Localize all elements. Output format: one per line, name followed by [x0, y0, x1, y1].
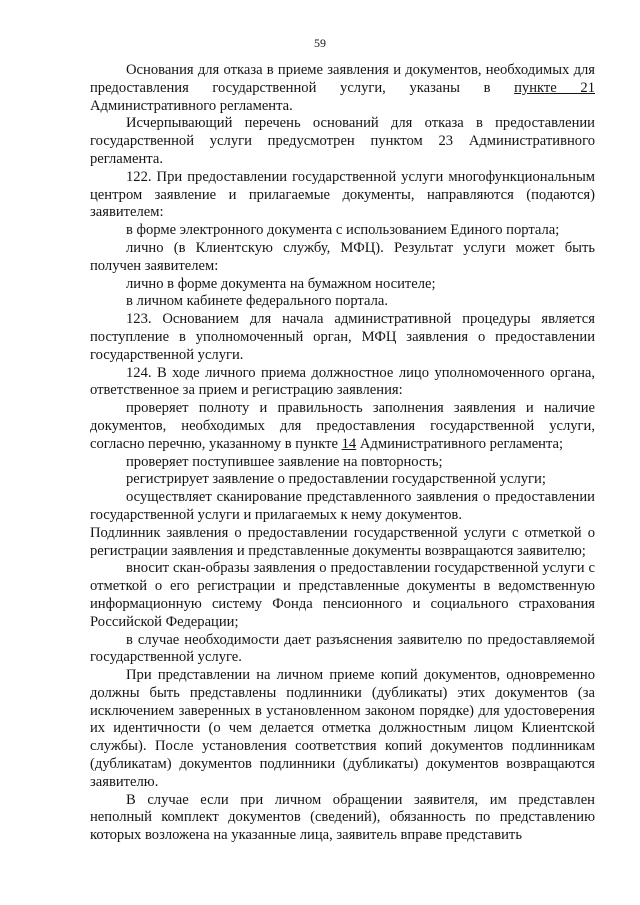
paragraph-text: Основания для отказа в приеме заявления и документов, необходимых для предоставления государственной услуги, указаны в: [90, 62, 595, 96]
paragraph-text: проверяет полноту и правильность заполнения заявления и наличие документов, необходимых для предоставления государственной услуги, согласно перечню, указанному в пункте: [90, 400, 595, 452]
paragraph-paper-form: лично в форме документа на бумажном носителе;: [126, 275, 436, 292]
paragraph-uploads-scans: вносит скан-образы заявления о предоставлении государственной услуги с отметкой о его регистрации и представленные документы в ведомственную информационную систему Фонда пенсионного и социального страхования Российской Федерации;: [90, 560, 595, 630]
paragraph-electronic-form: в форме электронного документа с использованием Единого портала;: [126, 222, 560, 239]
paragraph-explanations: в случае необходимости дает разъяснения заявителю по предоставляемой государственной услуге.: [90, 631, 595, 666]
paragraph-registers: регистрирует заявление о предоставлении государственной услуги;: [126, 471, 546, 488]
paragraph-text-tail: Административного регламента.: [90, 97, 293, 114]
paragraph-copies: При представлении на личном приеме копий документов, одновременно должны быть представлены подлинники (дубликаты) этих документов (за исключением заверенных в установленном законом порядке) для удостоверения их идентичности (о чем делается отметка должностным лицом Клиентской службы). После установления соответствия копий документов подлинникам (дубликатам) документов подлинники (дубликаты) документов возвращаются заявителю.: [90, 667, 595, 790]
link-item-14[interactable]: 14: [341, 435, 357, 452]
paragraph-123: 123. Основанием для начала административной процедуры является поступление в уполномоченный орган, МФЦ заявления о предоставлении государственной услуги.: [90, 311, 595, 363]
paragraph-incomplete-set: В случае если при личном обращении заявителя, им представлен неполный комплект документов (сведений), обязанность по представлению которых возложена на указанные лица, заявитель вправе представить: [90, 791, 595, 844]
link-item-21[interactable]: пункте 21: [514, 79, 595, 96]
paragraph-refusal-grounds: [90, 62, 595, 115]
paragraph-checks-repeat: проверяет поступившее заявление на повторность;: [126, 453, 443, 470]
paragraph-checks-completeness: [90, 400, 595, 453]
paragraph-personal-account: в личном кабинете федерального портала.: [126, 293, 388, 310]
paragraph-text-tail: Административного регламента;: [356, 435, 564, 452]
paragraph-scans: осуществляет сканирование представленного заявления о предоставлении государственной услуги и прилагаемых к нему документов.: [90, 489, 595, 523]
paragraph-exhaustive-list: Исчерпывающий перечень оснований для отказа в предоставлении государственной услуги предусмотрен пунктом 23 Административного регламента.: [90, 115, 595, 167]
paragraph-124: 124. В ходе личного приема должностное лицо уполномоченного органа, ответственное за прием и регистрацию заявления:: [90, 364, 595, 399]
page-number: 59: [314, 36, 326, 50]
paragraph-122: 122. При предоставлении государственной услуги многофункциональным центром заявление и прилагаемые документы, направляются (подаются) заявителем:: [90, 168, 595, 221]
paragraph-original-returned: Подлинник заявления о предоставлении государственной услуги с отметкой о регистрации заявления и представленные документы возвращаются заявителю;: [90, 524, 595, 559]
paragraph-in-person: лично (в Клиентскую службу, МФЦ). Результат услуги может быть получен заявителем:: [90, 239, 595, 274]
document-body: [90, 62, 595, 845]
